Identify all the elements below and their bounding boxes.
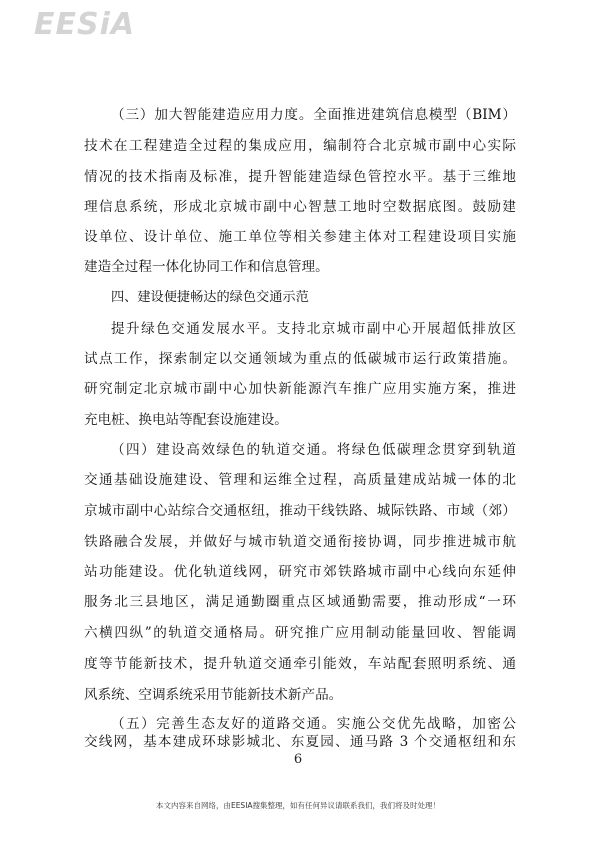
paragraph-line: 六横四纵”的轨道交通格局。研究推广应用制动能量回收、智能调 bbox=[84, 625, 516, 641]
paragraph-line: 试点工作，探索制定以交通领域为重点的低碳城市运行政策措施。 bbox=[84, 351, 516, 367]
footer-disclaimer: 本文内容来自网络，由EESIA搜集整理，如有任何异议请联系我们，我们将及时处理！ bbox=[155, 801, 441, 810]
paragraph-line: 充电桩、换电站等配套设施建设。 bbox=[84, 412, 288, 428]
paragraph-line: （三）加大智能建造应用力度。全面推进建筑信息模型（BIM） bbox=[111, 107, 516, 123]
section-heading: 四、建设便捷畅达的绿色交通示范 bbox=[111, 290, 309, 305]
page-number: 6 bbox=[293, 752, 303, 767]
eesia-logo: EESiA bbox=[34, 7, 136, 42]
paragraph-line: 站功能建设。优化轨道线网，研究市郊铁路城市副中心线向东延伸 bbox=[84, 564, 516, 580]
paragraph-line: 设单位、设计单位、施工单位等相关参建主体对工程建设项目实施 bbox=[84, 229, 516, 245]
paragraph-line: 提升绿色交通发展水平。支持北京城市副中心开展超低排放区 bbox=[111, 321, 516, 337]
paragraph-line: 技术在工程建造全过程的集成应用，编制符合北京城市副中心实际 bbox=[84, 138, 516, 154]
paragraph-line: 风系统、空调系统采用节能新技术新产品。 bbox=[84, 687, 343, 703]
paragraph-line: 度等节能新技术，提升轨道交通牵引能效，车站配套照明系统、通 bbox=[84, 656, 516, 672]
paragraph-line: 服务北三县地区，满足通勤圈重点区域通勤需要，推动形成“一环 bbox=[84, 594, 516, 610]
paragraph-line: 建造全过程一体化协同工作和信息管理。 bbox=[84, 259, 329, 275]
paragraph-line: （五）完善生态友好的道路交通。实施公交优先战略，加密公 bbox=[111, 716, 516, 732]
paragraph-line: （四）建设高效绿色的轨道交通。将绿色低碳理念贯穿到轨道 bbox=[111, 442, 516, 458]
paragraph-line: 情况的技术指南及标准，提升智能建造绿色管控水平。基于三维地 bbox=[84, 169, 516, 185]
paragraph-line: 研究制定北京城市副中心加快新能源汽车推广应用实施方案，推进 bbox=[84, 381, 516, 397]
paragraph-line: 铁路融合发展，并做好与城市轨道交通衔接协调，同步推进城市航 bbox=[84, 534, 516, 550]
paragraph-line: 交线网，基本建成环球影城北、东夏园、通马路 3 个交通枢纽和东 bbox=[84, 734, 516, 750]
paragraph-line: 京城市副中心站综合交通枢纽，推动干线铁路、城际铁路、市域（郊） bbox=[84, 503, 516, 519]
paragraph-line: 理信息系统，形成北京城市副中心智慧工地时空数据底图。鼓励建 bbox=[84, 199, 516, 215]
paragraph-line: 交通基础设施建设、管理和运维全过程，高质量建成站城一体的北 bbox=[84, 472, 516, 488]
